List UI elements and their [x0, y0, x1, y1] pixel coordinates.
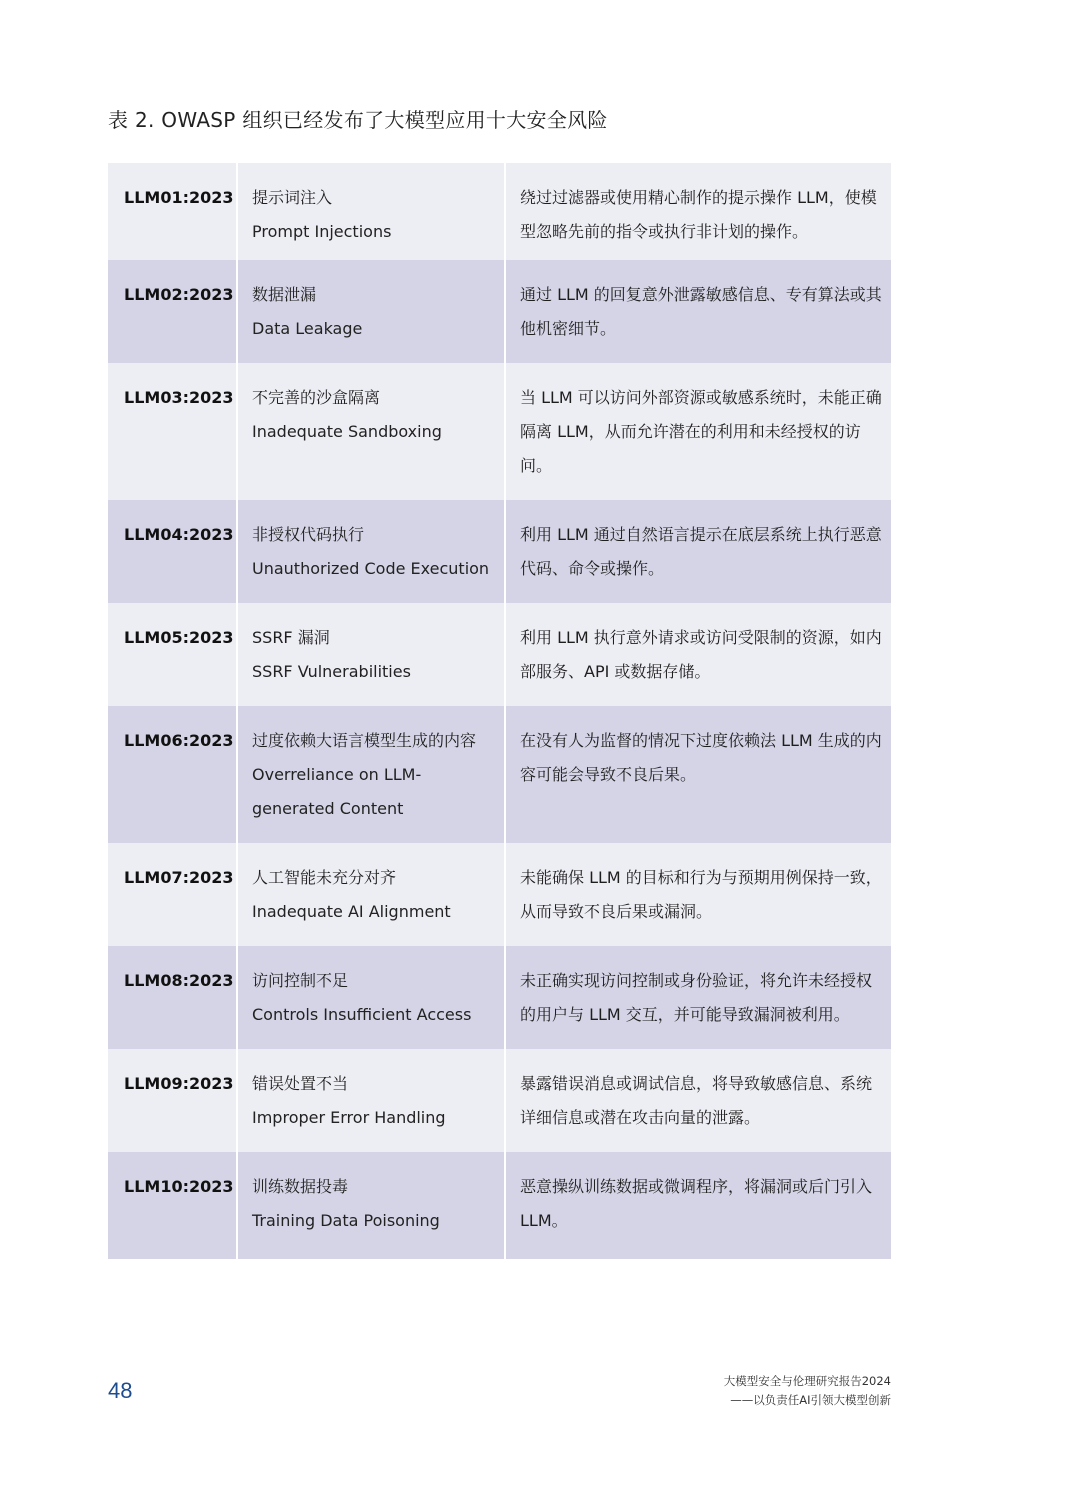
risk-name-en: Training Data Poisoning	[252, 1211, 440, 1230]
risk-name-en: Prompt Injections	[252, 222, 392, 241]
risk-id: LLM03:2023	[108, 363, 238, 500]
risk-id: LLM07:2023	[108, 843, 238, 946]
risk-name-cn: 提示词注入	[252, 188, 333, 207]
risk-name-en: SSRF Vulnerabilities	[252, 662, 411, 681]
risk-id: LLM05:2023	[108, 603, 238, 706]
risk-name-cn: 数据泄漏	[252, 285, 317, 304]
risk-id: LLM02:2023	[108, 260, 238, 363]
table-row	[108, 946, 891, 1049]
risk-name-en: Inadequate AI Alignment	[252, 902, 451, 921]
risk-description: 利用 LLM 执行意外请求或访问受限制的资源，如内部服务、API 或数据存储。	[520, 628, 882, 681]
report-subtitle: ——以负责任AI引领大模型创新	[730, 1393, 891, 1407]
risk-name-en: Unauthorized Code Execution	[252, 559, 490, 578]
risk-name-en: Data Leakage	[252, 319, 363, 338]
table-row	[108, 363, 891, 500]
risk-description: 在没有人为监督的情况下过度依赖法 LLM 生成的内容可能会导致不良后果。	[520, 731, 882, 784]
risk-name-en: Controls Insufficient Access	[252, 1005, 472, 1024]
risk-name-en: Improper Error Handling	[252, 1108, 446, 1127]
table-row	[108, 1049, 891, 1152]
risk-name-cn: 访问控制不足	[252, 971, 349, 990]
risk-id: LLM04:2023	[108, 500, 238, 603]
risk-description: 恶意操纵训练数据或微调程序，将漏洞或后门引入 LLM。	[520, 1177, 873, 1230]
risk-name-cn: 不完善的沙盒隔离	[252, 388, 381, 407]
risk-name	[238, 1049, 506, 1152]
risk-name	[238, 500, 506, 603]
risk-name-cn: SSRF 漏洞	[252, 628, 330, 647]
risk-name	[238, 1152, 506, 1259]
risk-description: 未能确保 LLM 的目标和行为与预期用例保持一致，从而导致不良后果或漏洞。	[520, 868, 882, 921]
risk-description: 未正确实现访问控制或身份验证，将允许未经授权的用户与 LLM 交互，并可能导致漏洞被利用。	[520, 971, 873, 1024]
risk-id: LLM08:2023	[108, 946, 238, 1049]
risk-name-en: Overreliance on LLM-generated Content	[252, 765, 422, 818]
risk-name	[238, 603, 506, 706]
report-footer	[724, 1372, 891, 1410]
risk-name-cn: 错误处置不当	[252, 1074, 349, 1093]
risk-id: LLM01:2023	[108, 163, 238, 260]
table-row	[108, 260, 891, 363]
report-title: 大模型安全与伦理研究报告2024	[723, 1374, 891, 1388]
risk-description: 暴露错误消息或调试信息，将导致敏感信息、系统详细信息或潜在攻击向量的泄露。	[520, 1074, 873, 1127]
risk-description: 通过 LLM 的回复意外泄露敏感信息、专有算法或其他机密细节。	[520, 285, 882, 338]
table-row	[108, 1152, 891, 1259]
table-caption: 表 2. OWASP 组织已经发布了大模型应用十大安全风险	[108, 108, 608, 132]
risk-description: 当 LLM 可以访问外部资源或敏感系统时，未能正确隔离 LLM，从而允许潜在的利用和未经授权的访问。	[520, 388, 882, 475]
risk-name-cn: 非授权代码执行	[252, 525, 365, 544]
table-row	[108, 163, 891, 260]
risk-table	[108, 163, 891, 1259]
table-row	[108, 706, 891, 843]
risk-name	[238, 946, 506, 1049]
risk-name	[238, 260, 506, 363]
table-row	[108, 603, 891, 706]
risk-name	[238, 706, 506, 843]
risk-id: LLM09:2023	[108, 1049, 238, 1152]
risk-name	[238, 163, 506, 260]
risk-name-cn: 过度依赖大语言模型生成的内容	[252, 731, 477, 750]
risk-name	[238, 843, 506, 946]
table-row	[108, 843, 891, 946]
table-row	[108, 500, 891, 603]
risk-id: LLM10:2023	[108, 1152, 238, 1259]
risk-name	[238, 363, 506, 500]
risk-description: 绕过过滤器或使用精心制作的提示操作 LLM，使模型忽略先前的指令或执行非计划的操作。	[520, 188, 877, 241]
risk-name-cn: 人工智能未充分对齐	[252, 868, 397, 887]
risk-id: LLM06:2023	[108, 706, 238, 843]
risk-name-en: Inadequate Sandboxing	[252, 422, 442, 441]
risk-description: 利用 LLM 通过自然语言提示在底层系统上执行恶意代码、命令或操作。	[520, 525, 882, 578]
page-number: 48	[108, 1378, 133, 1403]
risk-name-cn: 训练数据投毒	[252, 1177, 349, 1196]
